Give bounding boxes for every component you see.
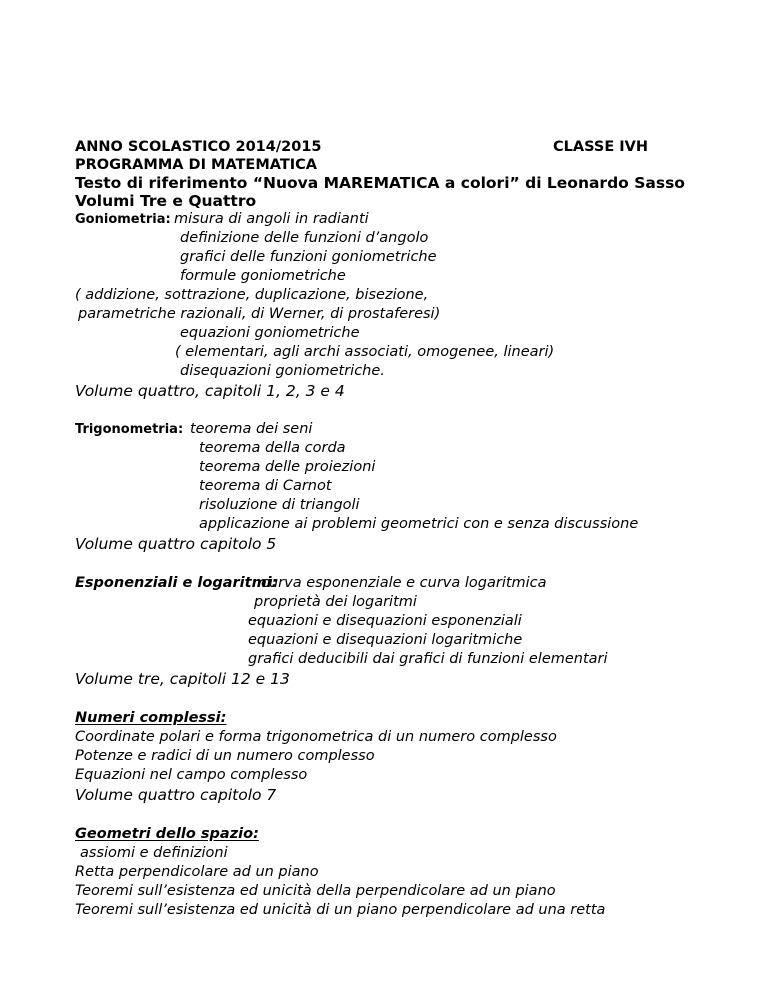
goniometria-equazioni-detail: ( elementari, agli archi associati, omogenee, lineari) — [175, 344, 555, 360]
program-title: PROGRAMMA DI MATEMATICA — [75, 157, 318, 173]
goniometria-item: equazioni goniometriche — [180, 325, 360, 341]
spazio-item: Teoremi sull’esistenza ed unicità di un piano perpendicolare ad una retta — [75, 902, 606, 918]
trigonometria-item: teorema di Carnot — [199, 478, 332, 494]
complessi-item: Potenze e radici di un numero complesso — [75, 748, 375, 764]
esponenziali-item: proprietà dei logaritmi — [254, 594, 417, 610]
school-year: ANNO SCOLASTICO 2014/2015 — [75, 139, 322, 155]
spazio-item: assiomi e definizioni — [80, 845, 228, 861]
goniometria-item: definizione delle funzioni d’angolo — [180, 230, 429, 246]
complessi-item: Coordinate polari e forma trigonometrica di un numero complesso — [75, 729, 557, 745]
trigonometria-item: teorema delle proiezioni — [199, 459, 376, 475]
esponenziali-volume: Volume tre, capitoli 12 e 13 — [75, 670, 290, 688]
esponenziali-item: equazioni e disequazioni logaritmiche — [248, 632, 523, 648]
goniometria-volume: Volume quattro, capitoli 1, 2, 3 e 4 — [75, 382, 345, 400]
goniometria-item: disequazioni goniometriche. — [180, 363, 385, 379]
goniometria-label: Goniometria: — [75, 212, 171, 227]
goniometria-item: misura di angoli in radianti — [174, 211, 369, 227]
complessi-label: Numeri complessi: — [75, 710, 227, 726]
trigonometria-item: teorema dei seni — [190, 421, 313, 437]
esponenziali-item: grafici deducibili dai grafici di funzioni elementari — [248, 651, 608, 667]
esponenziali-item: equazioni e disequazioni esponenziali — [248, 613, 522, 629]
trigonometria-item: risoluzione di triangoli — [199, 497, 360, 513]
esponenziali-label: Esponenziali e logaritmi: — [75, 575, 278, 591]
goniometria-formule-detail: parametriche razionali, di Werner, di prostaferesi) — [78, 306, 441, 322]
volumes-label: Volumi Tre e Quattro — [75, 192, 257, 210]
esponenziali-item: curva esponenziale e curva logaritmica — [261, 575, 547, 591]
trigonometria-label: Trigonometria: — [75, 422, 184, 437]
complessi-volume: Volume quattro capitolo 7 — [75, 786, 277, 804]
reference-text: Testo di riferimento “Nuova MAREMATICA a colori” di Leonardo Sasso — [75, 174, 685, 192]
class-label: CLASSE IVH — [553, 139, 649, 155]
trigonometria-item: applicazione ai problemi geometrici con e senza discussione — [199, 516, 639, 532]
goniometria-formule-detail: ( addizione, sottrazione, duplicazione, bisezione, — [75, 287, 429, 303]
spazio-item: Teoremi sull’esistenza ed unicità della perpendicolare ad un piano — [75, 883, 556, 899]
trigonometria-volume: Volume quattro capitolo 5 — [75, 535, 277, 553]
complessi-item: Equazioni nel campo complesso — [75, 767, 308, 783]
goniometria-item: formule goniometriche — [180, 268, 346, 284]
goniometria-item: grafici delle funzioni goniometriche — [180, 249, 437, 265]
spazio-label: Geometri dello spazio: — [75, 826, 259, 842]
trigonometria-item: teorema della corda — [199, 440, 346, 456]
spazio-item: Retta perpendicolare ad un piano — [75, 864, 319, 880]
